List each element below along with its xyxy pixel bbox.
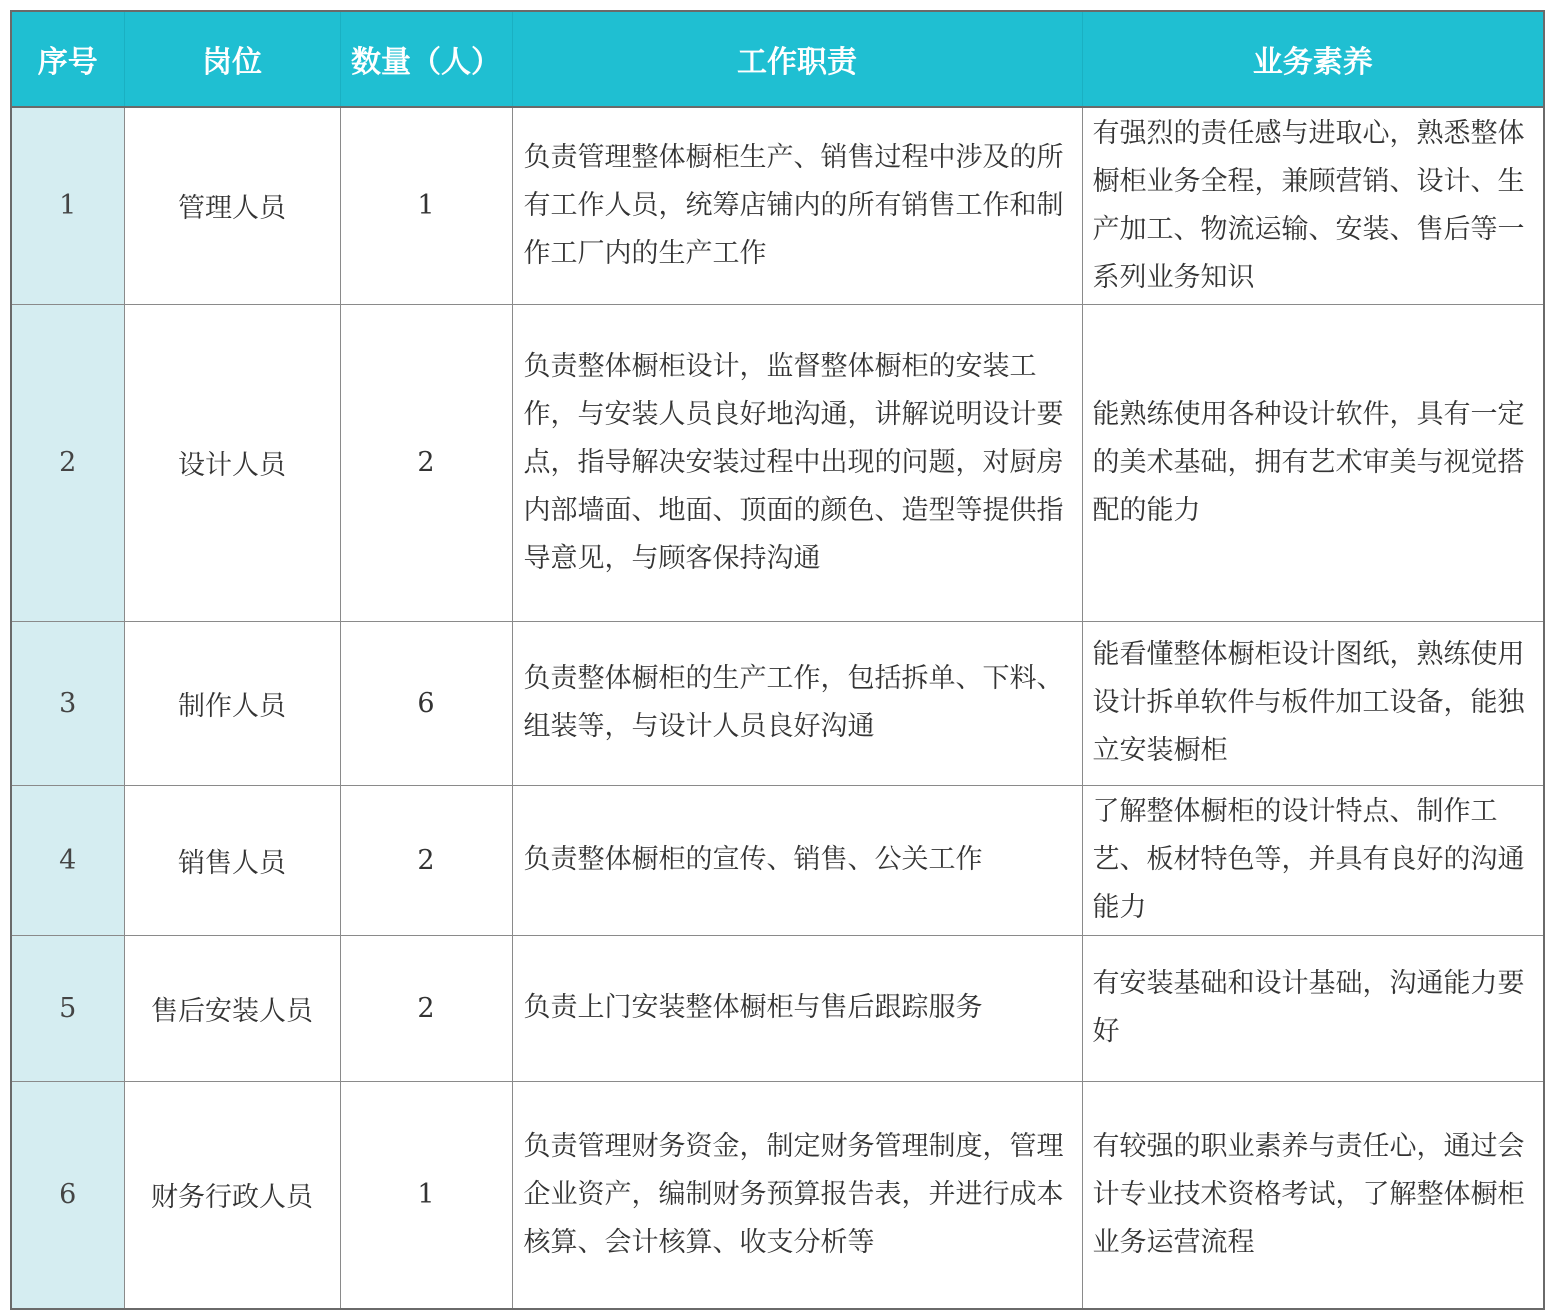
row-count: 6: [340, 621, 512, 785]
table-header-row: [11, 11, 1544, 107]
row-index: 3: [11, 621, 124, 785]
row-position: 销售人员: [124, 785, 340, 935]
staffing-table: [10, 10, 1545, 1310]
header-count: 数量（人）: [340, 11, 512, 107]
row-duties: 负责整体橱柜的生产工作，包括拆单、下料、组装等，与设计人员良好沟通: [512, 621, 1082, 785]
table-row: [11, 1081, 1544, 1309]
row-count: 2: [340, 785, 512, 935]
row-index: 4: [11, 785, 124, 935]
row-qualities: 有安装基础和设计基础，沟通能力要好: [1082, 935, 1544, 1081]
row-qualities: 有强烈的责任感与进取心，熟悉整体橱柜业务全程，兼顾营销、设计、生产加工、物流运输、安装、售后等一系列业务知识: [1082, 107, 1544, 304]
row-qualities: 能熟练使用各种设计软件，具有一定的美术基础，拥有艺术审美与视觉搭配的能力: [1082, 304, 1544, 621]
row-position: 售后安装人员: [124, 935, 340, 1081]
row-index: 2: [11, 304, 124, 621]
row-count: 2: [340, 935, 512, 1081]
row-position: 财务行政人员: [124, 1081, 340, 1309]
row-count: 1: [340, 107, 512, 304]
row-index: 5: [11, 935, 124, 1081]
row-position: 制作人员: [124, 621, 340, 785]
row-duties: 负责管理财务资金，制定财务管理制度，管理企业资产，编制财务预算报告表，并进行成本核算、会计核算、收支分析等: [512, 1081, 1082, 1309]
table-row: [11, 785, 1544, 935]
row-index: 6: [11, 1081, 124, 1309]
row-index: 1: [11, 107, 124, 304]
header-duties: 工作职责: [512, 11, 1082, 107]
table-row: [11, 304, 1544, 621]
table-row: [11, 621, 1544, 785]
row-count: 2: [340, 304, 512, 621]
header-index: 序号: [11, 11, 124, 107]
row-position: 设计人员: [124, 304, 340, 621]
row-duties: 负责管理整体橱柜生产、销售过程中涉及的所有工作人员，统筹店铺内的所有销售工作和制作工厂内的生产工作: [512, 107, 1082, 304]
row-duties: 负责整体橱柜的宣传、销售、公关工作: [512, 785, 1082, 935]
row-count: 1: [340, 1081, 512, 1309]
header-qualities: 业务素养: [1082, 11, 1544, 107]
table-row: [11, 107, 1544, 304]
row-qualities: 有较强的职业素养与责任心，通过会计专业技术资格考试，了解整体橱柜业务运营流程: [1082, 1081, 1544, 1309]
row-duties: 负责整体橱柜设计，监督整体橱柜的安装工作，与安装人员良好地沟通，讲解说明设计要点，指导解决安装过程中出现的问题，对厨房内部墙面、地面、顶面的颜色、造型等提供指导意见，与顾客保持沟通: [512, 304, 1082, 621]
row-qualities: 能看懂整体橱柜设计图纸，熟练使用设计拆单软件与板件加工设备，能独立安装橱柜: [1082, 621, 1544, 785]
table-row: [11, 935, 1544, 1081]
row-duties: 负责上门安装整体橱柜与售后跟踪服务: [512, 935, 1082, 1081]
row-qualities: 了解整体橱柜的设计特点、制作工艺、板材特色等，并具有良好的沟通能力: [1082, 785, 1544, 935]
row-position: 管理人员: [124, 107, 340, 304]
header-position: 岗位: [124, 11, 340, 107]
